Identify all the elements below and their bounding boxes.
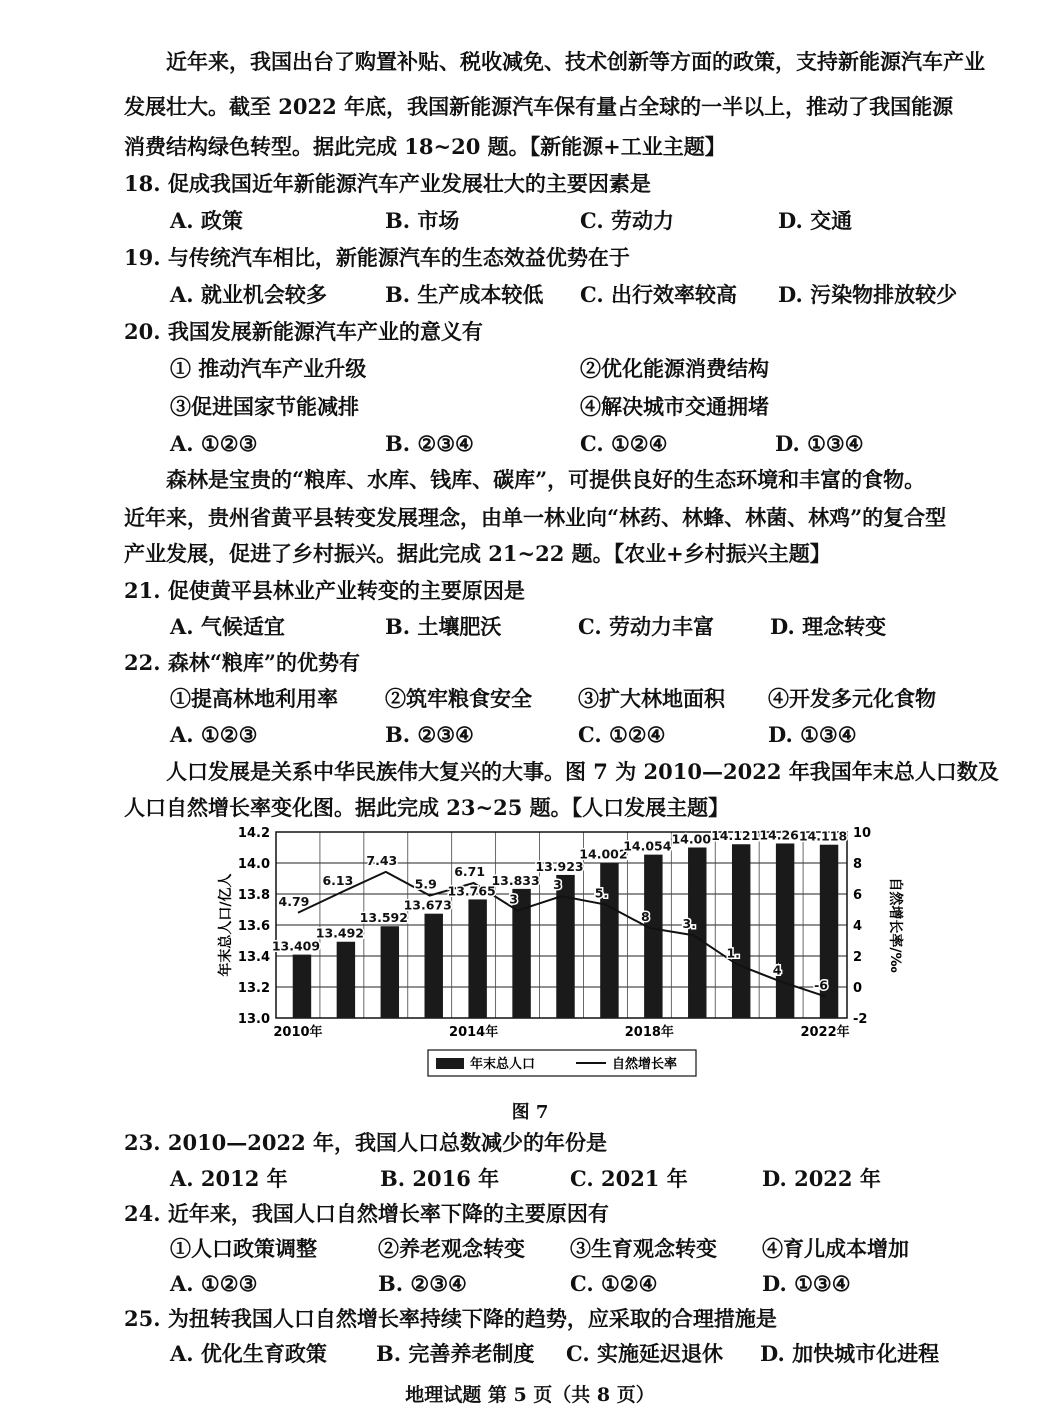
q19-option-b: B. 生产成本较低 — [385, 282, 544, 307]
q22-item-2: ②筑牢粮食安全 — [385, 686, 532, 711]
population-chart — [200, 822, 903, 1084]
q21-option-b: B. 土壤肥沃 — [385, 614, 502, 639]
growth-rate-data-label: 1. — [726, 945, 740, 961]
population-bar — [688, 848, 706, 1019]
population-data-label: 14.054 — [623, 838, 672, 854]
population-bar — [468, 899, 486, 1018]
population-data-label: 14.26 — [759, 827, 799, 843]
q22-option-a: A. ①②③ — [170, 722, 258, 747]
q24-option-a: A. ①②③ — [170, 1271, 258, 1296]
q25-option-a: A. 优化生育政策 — [170, 1341, 327, 1366]
question-22-stem: 22. 森林“粮库”的优势有 — [124, 650, 361, 675]
q22-option-d: D. ①③④ — [768, 722, 857, 747]
q19-option-a: A. 就业机会较多 — [170, 282, 327, 307]
passage-2-line-1: 森林是宝贵的“粮库、水库、钱库、碳库”，可提供良好的生态环境和丰富的食物。 — [166, 467, 926, 492]
population-bar — [381, 926, 399, 1018]
population-data-label: 13.492 — [315, 925, 365, 941]
population-data-label: 14.118 — [798, 828, 848, 844]
x-tick-label: 2010年 — [273, 1025, 323, 1040]
q22-item-3: ③扩大林地面积 — [578, 686, 725, 711]
y-left-tick-label: 13.6 — [237, 919, 270, 934]
q21-option-d: D. 理念转变 — [770, 614, 887, 639]
y-right-tick-label: 2 — [853, 950, 863, 965]
y-left-tick-label: 13.0 — [237, 1012, 270, 1027]
q18-option-a: A. 政策 — [170, 208, 243, 233]
q20-item-4: ④解决城市交通拥堵 — [580, 394, 769, 419]
y-right-tick-label: 0 — [853, 981, 863, 996]
q22-option-b: B. ②③④ — [385, 722, 474, 747]
population-data-label: 14.002 — [579, 846, 628, 862]
y-right-tick-label: 4 — [853, 919, 863, 934]
x-tick-label: 2018年 — [624, 1025, 674, 1040]
q25-option-c: C. 实施延迟退休 — [566, 1341, 723, 1366]
y-right-tick-label: 6 — [853, 888, 863, 903]
q21-option-c: C. 劳动力丰富 — [578, 614, 714, 639]
population-data-label: 13.409 — [271, 938, 321, 954]
question-23-stem: 23. 2010—2022 年，我国人口总数减少的年份是 — [124, 1130, 608, 1155]
q24-option-b: B. ②③④ — [378, 1271, 467, 1296]
q18-option-d: D. 交通 — [778, 208, 853, 233]
y-left-tick-label: 14.2 — [237, 826, 270, 841]
q24-item-4: ④育儿成本增加 — [762, 1236, 909, 1261]
question-21-stem: 21. 促使黄平县林业产业转变的主要原因是 — [124, 578, 525, 603]
q21-option-a: A. 气候适宜 — [170, 614, 285, 639]
growth-rate-data-label: -6 — [814, 977, 828, 993]
q23-option-c: C. 2021 年 — [570, 1166, 688, 1191]
q23-option-b: B. 2016 年 — [380, 1166, 500, 1191]
population-data-label: 13.833 — [491, 872, 540, 888]
q20-item-2: ②优化能源消费结构 — [580, 356, 769, 381]
q24-option-c: C. ①②④ — [570, 1271, 658, 1296]
q25-option-d: D. 加快城市化进程 — [760, 1341, 940, 1366]
population-data-label: 13.673 — [403, 897, 452, 913]
q23-option-d: D. 2022 年 — [762, 1166, 881, 1191]
q22-option-c: C. ①②④ — [578, 722, 666, 747]
y-right-tick-label: -2 — [853, 1012, 868, 1027]
question-18-stem: 18. 促成我国近年新能源汽车产业发展壮大的主要因素是 — [124, 171, 651, 196]
figure-caption: 图 7 — [511, 1102, 549, 1123]
passage-3-line-1: 人口发展是关系中华民族伟大复兴的大事。图 7 为 2010—2022 年我国年末总人口数及 — [166, 759, 999, 784]
y-right-tick-label: 8 — [853, 857, 863, 872]
population-data-label: 14.121 — [711, 828, 760, 844]
growth-rate-data-label: 8 — [640, 908, 650, 924]
y-left-axis-label: 年末总人口/亿人 — [218, 873, 234, 977]
q20-option-c: C. ①②④ — [580, 431, 668, 456]
population-data-label: 13.923 — [535, 858, 584, 874]
q20-option-d: D. ①③④ — [775, 431, 864, 456]
y-left-tick-label: 13.2 — [237, 981, 270, 996]
passage-3-line-2: 人口自然增长率变化图。据此完成 23~25 题。【人口发展主题】 — [124, 795, 730, 820]
passage-1-line-1: 近年来，我国出台了购置补贴、税收减免、技术创新等方面的政策，支持新能源汽车产业 — [166, 49, 985, 74]
question-19-stem: 19. 与传统汽车相比，新能源汽车的生态效益优势在于 — [124, 245, 630, 270]
legend-line-label: 自然增长率 — [612, 1057, 678, 1072]
y-left-tick-label: 13.8 — [237, 888, 270, 903]
y-left-tick-label: 13.4 — [237, 950, 270, 965]
question-20-stem: 20. 我国发展新能源汽车产业的意义有 — [124, 319, 483, 344]
x-tick-label: 2014年 — [449, 1025, 499, 1040]
growth-rate-data-label: 3 — [553, 877, 562, 893]
y-right-axis-label: 自然增长率/‰ — [887, 877, 903, 973]
growth-rate-data-label: 3. — [682, 916, 696, 932]
growth-rate-data-label: 4.79 — [278, 893, 310, 909]
q20-option-b: B. ②③④ — [385, 431, 474, 456]
q24-option-d: D. ①③④ — [762, 1271, 851, 1296]
growth-rate-data-label: 6.71 — [454, 863, 486, 879]
q22-item-1: ①提高林地利用率 — [170, 686, 338, 711]
page-footer: 地理试题 第 5 页（共 8 页） — [405, 1384, 655, 1406]
q18-option-c: C. 劳动力 — [580, 208, 674, 233]
growth-rate-data-label: 7.43 — [366, 852, 398, 868]
population-bar — [425, 914, 443, 1018]
q20-item-1: ① 推动汽车产业升级 — [170, 356, 367, 381]
population-bar — [337, 942, 355, 1018]
q20-item-3: ③促进国家节能减排 — [170, 394, 359, 419]
passage-2-line-2: 近年来，贵州省黄平县转变发展理念，由单一林业向“林药、林蜂、林菌、林鸡”的复合型 — [124, 505, 947, 530]
q19-option-c: C. 出行效率较高 — [580, 282, 737, 307]
q22-item-4: ④开发多元化食物 — [768, 686, 936, 711]
legend-bar-label: 年末总人口 — [470, 1057, 536, 1072]
passage-1-line-3: 消费结构绿色转型。据此完成 18~20 题。【新能源+工业主题】 — [124, 134, 726, 159]
y-right-tick-label: 10 — [853, 826, 872, 841]
growth-rate-data-label: 5. — [594, 885, 609, 901]
growth-rate-data-label: 5.9 — [414, 876, 437, 892]
q24-item-2: ②养老观念转变 — [378, 1236, 525, 1261]
y-left-tick-label: 14.0 — [237, 857, 270, 872]
q23-option-a: A. 2012 年 — [170, 1166, 288, 1191]
population-data-label: 14.00 — [671, 831, 712, 847]
population-bar — [293, 955, 311, 1018]
q24-item-1: ①人口政策调整 — [170, 1236, 317, 1261]
q24-item-3: ③生育观念转变 — [570, 1236, 717, 1261]
q20-option-a: A. ①②③ — [170, 431, 258, 456]
population-bar — [732, 844, 750, 1018]
question-24-stem: 24. 近年来，我国人口自然增长率下降的主要原因有 — [124, 1201, 609, 1226]
q25-option-b: B. 完善养老制度 — [376, 1341, 535, 1366]
growth-rate-data-label: 6.13 — [322, 872, 354, 888]
population-data-label: 13.592 — [359, 910, 408, 926]
q19-option-d: D. 污染物排放较少 — [778, 282, 958, 307]
passage-2-line-3: 产业发展，促进了乡村振兴。据此完成 21~22 题。【农业+乡村振兴主题】 — [124, 541, 831, 566]
population-bar — [644, 855, 662, 1018]
passage-1-line-2: 发展壮大。截至 2022 年底，我国新能源汽车保有量占全球的一半以上，推动了我国能源 — [124, 94, 954, 119]
legend-bar-swatch — [436, 1058, 464, 1069]
q18-option-b: B. 市场 — [385, 208, 460, 233]
population-bar — [776, 843, 794, 1018]
question-25-stem: 25. 为扭转我国人口自然增长率持续下降的趋势，应采取的合理措施是 — [124, 1306, 777, 1331]
growth-rate-data-label: 3 — [509, 891, 518, 907]
population-data-label: 13.765 — [447, 883, 496, 899]
growth-rate-data-label: 4 — [772, 962, 782, 978]
x-tick-label: 2022年 — [800, 1025, 850, 1040]
